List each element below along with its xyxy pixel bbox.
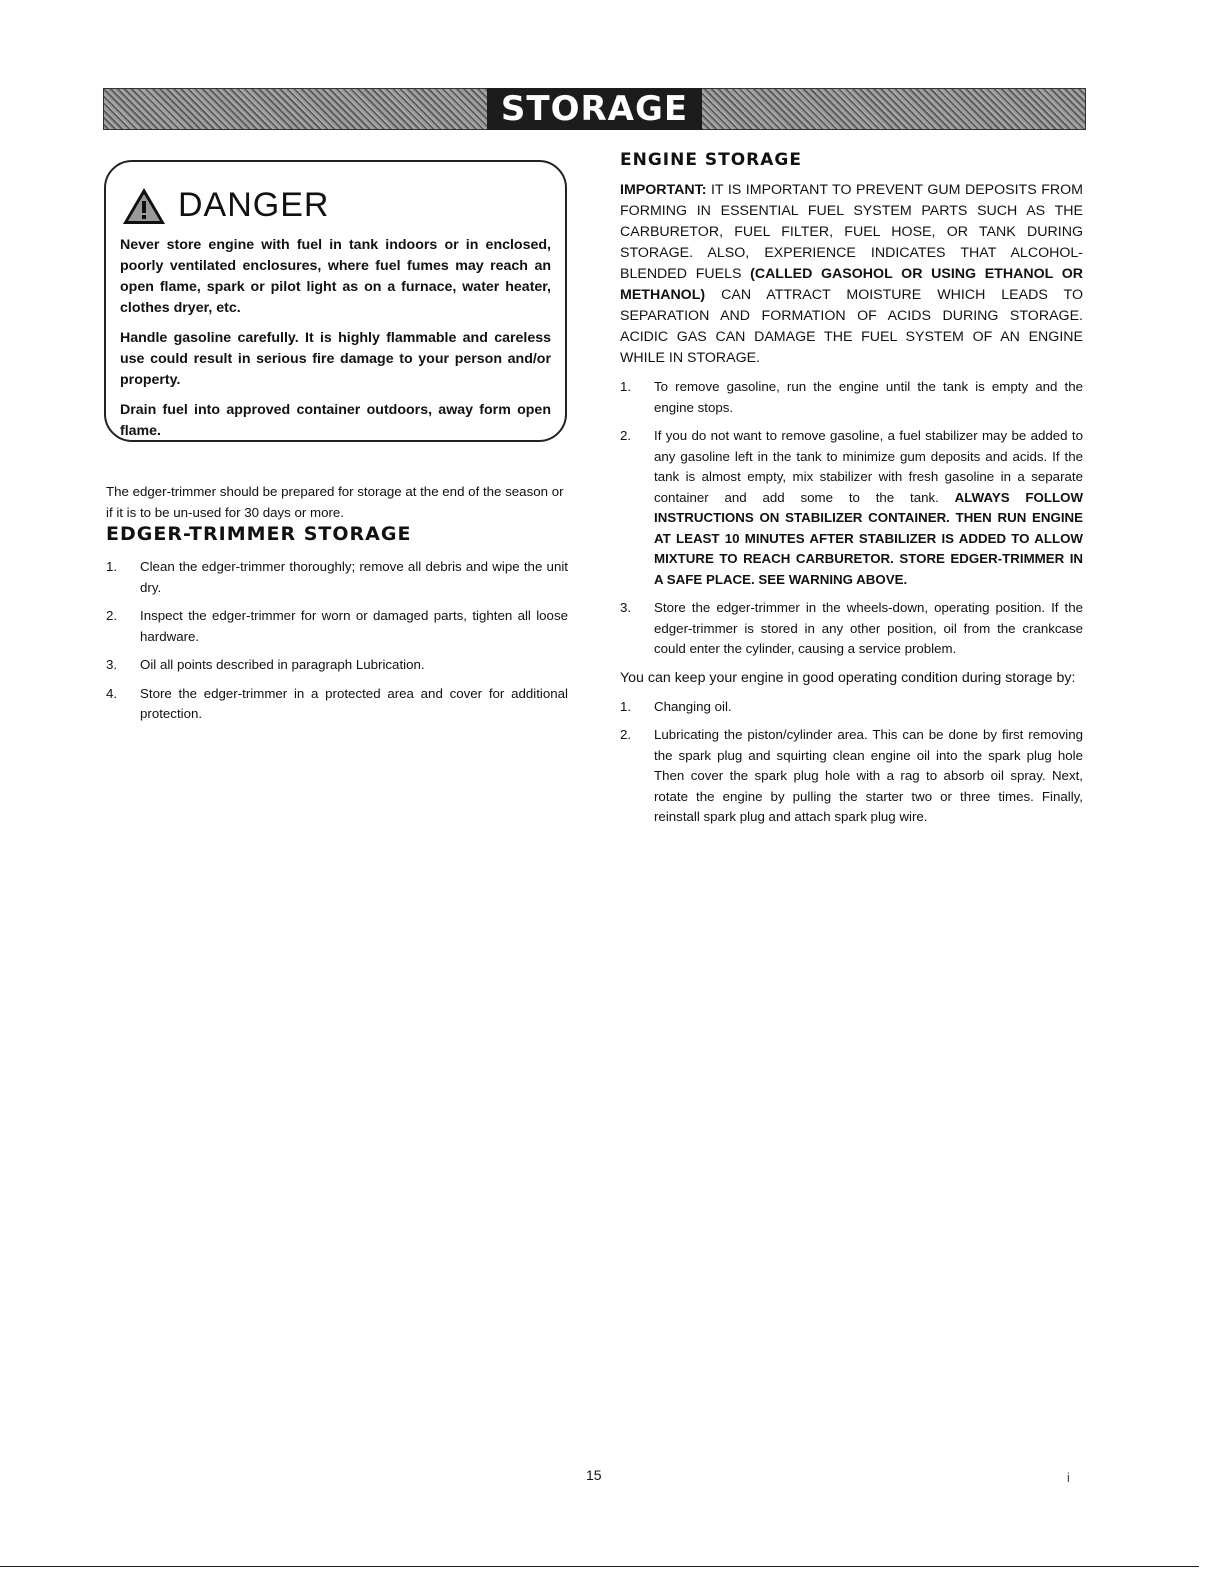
important-notice [620, 180, 1083, 369]
engine-storage-steps [620, 377, 1083, 660]
important-text: IT IS IMPORTANT TO PREVENT GUM DEPOSITS FROM FORMING IN ESSENTIAL FUEL SYSTEM PARTS SUCH AS THE CARBURETOR, FUEL FILTER, FUEL HOSE, OR TANK DURING STORAGE. ALSO, EXPERIENCE INDICATES THAT ALCOHOL-BLENDED FUELS [620, 182, 1083, 282]
list-item [620, 725, 1083, 828]
step-text: Oil all points described in paragraph Lubrication. [140, 657, 425, 672]
footer-rule [0, 1566, 1199, 1567]
edger-storage-heading: EDGER-TRIMMER STORAGE [106, 523, 412, 545]
step-text: Clean the edger-trimmer thoroughly; remove all debris and wipe the unit dry. [140, 559, 568, 595]
danger-header [122, 186, 551, 225]
step-text: Inspect the edger-trimmer for worn or damaged parts, tighten all loose hardware. [140, 608, 568, 644]
danger-box [104, 160, 567, 442]
list-item [620, 426, 1083, 590]
danger-paragraph: Handle gasoline carefully. It is highly flammable and careless use could result in serious fire damage to your person and/or property. [120, 330, 551, 388]
keep-condition-text: You can keep your engine in good operating condition during storage by: [620, 669, 1076, 686]
list-item [620, 697, 1083, 718]
banner-title: STORAGE [487, 88, 702, 130]
step-text: Changing oil. [654, 698, 732, 714]
engine-storage-column [620, 180, 1083, 836]
list-item [620, 598, 1083, 660]
list-item [620, 377, 1083, 418]
step-number: 1. [620, 379, 632, 394]
step-number: 1. [620, 698, 632, 714]
engine-storage-heading: ENGINE STORAGE [620, 150, 802, 170]
danger-title: DANGER [178, 186, 330, 224]
step-number: 2. [620, 727, 632, 742]
important-bold-text: (CALLED GASOHOL OR USING ETHANOL OR METHANOL) [620, 266, 1083, 303]
step-text: Store the edger-trimmer in a protected area and cover for additional protection. [140, 685, 568, 721]
storage-banner [103, 88, 1086, 130]
page-number: 15 [586, 1467, 602, 1483]
step-number: 2. [620, 428, 632, 443]
step-number: 2. [106, 608, 118, 623]
corner-mark: i [1067, 1470, 1070, 1485]
step-text: To remove gasoline, run the engine until the tank is empty and the engine stops. [654, 379, 1083, 415]
list-item [106, 655, 568, 676]
keep-condition-steps [620, 697, 1083, 828]
step-text-regular: If you do not want to remove gasoline, a fuel stabilizer may be added to any gasoline left in the tank to minimize gum deposits and acids. If the tank is almost empty, mix stabilizer with fresh gasoline in a separate container and add some to the tank. [654, 428, 1083, 505]
step-text-bold: ALWAYS FOLLOW INSTRUCTIONS ON STABILIZER CONTAINER. THEN RUN ENGINE AT LEAST 10 MINUTES AFTER STABILIZER IS ADDED TO ALLOW MIXTURE TO REACH CARBURETOR. STORE EDGER-TRIMMER IN A SAFE PLACE. SEE WARNING ABOVE. [654, 489, 1083, 587]
step-number: 3. [106, 657, 118, 672]
step-number: 3. [620, 600, 632, 615]
step-number: 4. [106, 685, 118, 701]
list-item [106, 684, 568, 725]
step-text: Store the edger-trimmer in the wheels-down, operating position. If the edger-trimmer is stored in any other position, oil from the crankcase could enter the cylinder, causing a service problem. [654, 600, 1083, 656]
danger-paragraph: Drain fuel into approved container outdoors, away form open flame. [120, 402, 551, 439]
danger-paragraph: Never store engine with fuel in tank indoors or in enclosed, poorly ventilated enclosures, where fuel fumes may reach an open flame, spark or pilot light as on a furnace, water heater, clothes dryer, etc. [120, 237, 551, 316]
list-item [106, 557, 568, 598]
important-label: IMPORTANT: [620, 182, 707, 198]
step-number: 1. [106, 559, 118, 574]
step-text [654, 426, 1083, 590]
warning-triangle-icon [122, 187, 166, 225]
important-text: CAN ATTRACT MOISTURE WHICH LEADS TO SEPARATION AND FORMATION OF ACIDS DURING STORAGE. ACIDIC GAS CAN DAMAGE THE FUEL SYSTEM OF AN ENGINE WHILE IN STORAGE. [620, 287, 1083, 366]
list-item [106, 606, 568, 647]
storage-intro: The edger-trimmer should be prepared for storage at the end of the season or if it is to be un-used for 30 days or more. [106, 484, 564, 520]
step-text: Lubricating the piston/cylinder area. This can be done by first removing the spark plug and squirting clean engine oil into the spark plug hole Then cover the spark plug hole with a rag to absorb oil spray. Next, rotate the engine by pulling the starter two or three times. Finally, reinstall spark plug and attach spark plug wire. [654, 727, 1083, 824]
edger-storage-steps [106, 557, 568, 733]
